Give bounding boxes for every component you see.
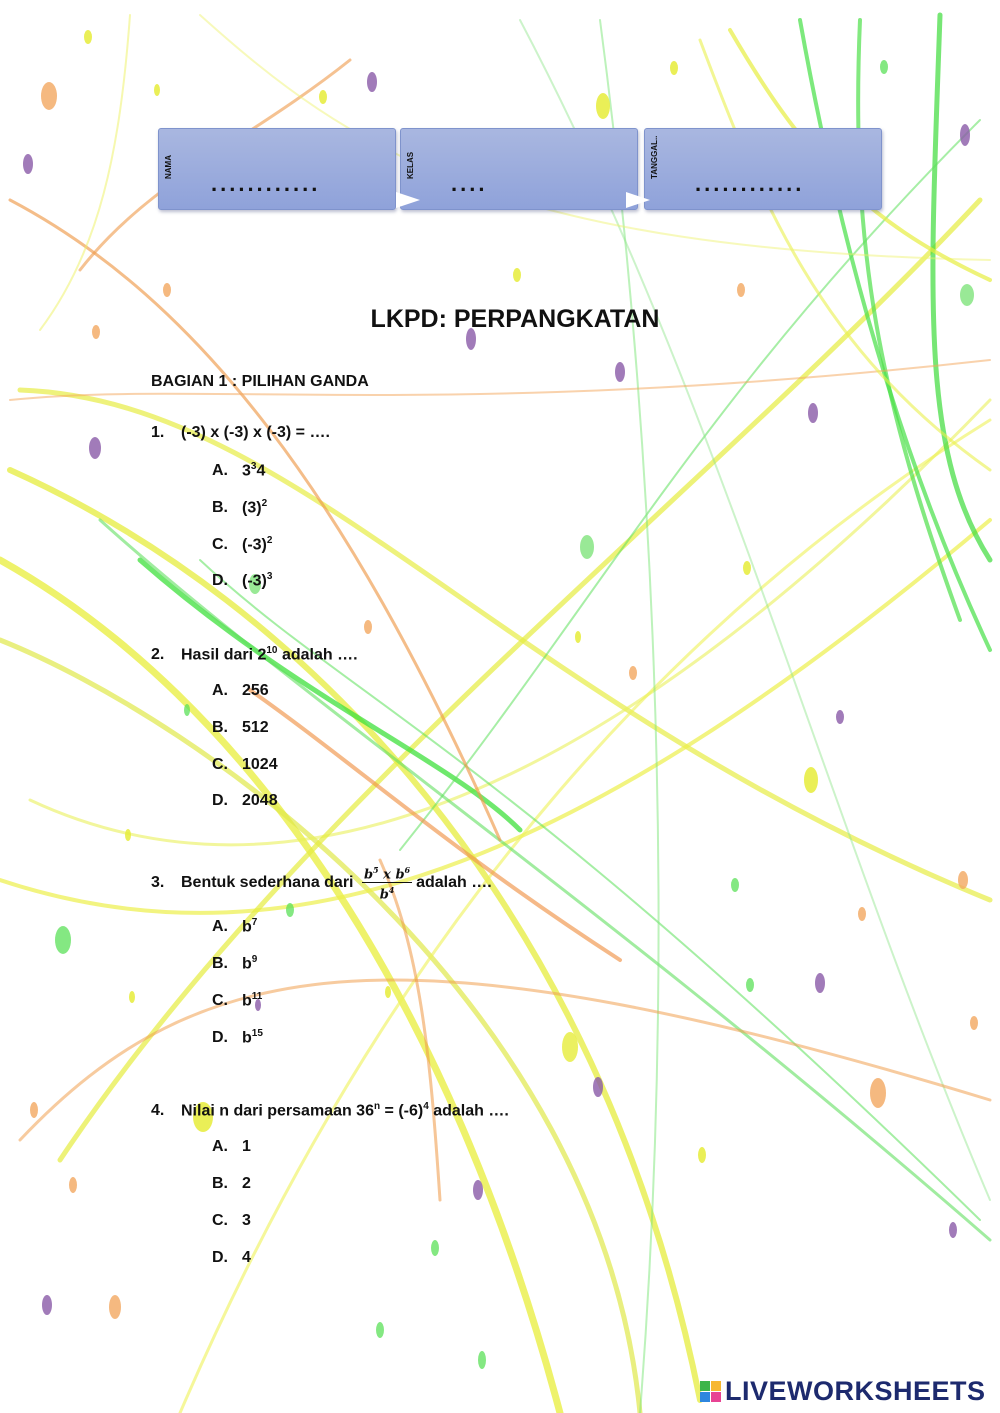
date-field-box: [644, 128, 882, 210]
question-1: [151, 424, 330, 442]
section-heading: BAGIAN 1 : PILIHAN GANDA: [151, 373, 369, 390]
bg-curve: [250, 690, 620, 960]
bg-dot: [580, 535, 594, 559]
bg-dot: [562, 1032, 578, 1062]
bg-dot: [746, 978, 754, 992]
fraction: $\frac{b^5 x b^6}{b^4}$: [363, 865, 411, 903]
bg-dot: [970, 1016, 978, 1030]
bg-curve: [40, 15, 130, 330]
option-2d[interactable]: D. 2048: [212, 792, 278, 809]
bg-dot: [593, 1077, 603, 1097]
question-number: 1.: [151, 424, 165, 441]
bg-dot: [431, 1240, 439, 1256]
bg-dot: [596, 93, 610, 119]
question-number: 4.: [151, 1102, 165, 1120]
bg-curve: [700, 40, 990, 470]
bg-curve: [10, 200, 500, 840]
option-3b[interactable]: B. $b^9$: [212, 954, 258, 973]
question-2: 2. Hasil dari $2^{10}$ adalah ….: [151, 645, 358, 664]
bg-dot: [154, 84, 160, 96]
bg-dot: [958, 871, 968, 889]
bg-dot: [870, 1078, 886, 1108]
bg-dot: [575, 631, 581, 643]
bg-dot: [615, 362, 625, 382]
name-label: NAMA: [164, 155, 173, 179]
bg-dot: [69, 1177, 77, 1193]
bg-dot: [804, 767, 818, 793]
bg-dot: [23, 154, 33, 174]
bg-curve: [30, 400, 990, 845]
bg-dot: [286, 903, 294, 917]
option-1d[interactable]: D. $(-3)^3$: [212, 571, 273, 590]
option-2c[interactable]: C. 1024: [212, 756, 278, 773]
option-3c[interactable]: C. $b^{11}$: [212, 991, 263, 1010]
bg-dot: [960, 284, 974, 306]
bg-dot: [836, 710, 844, 724]
question-3: 3. Bentuk sederhana dari $\frac{b^5 x b^6}{b^4}$ adalah ….: [151, 865, 492, 903]
bg-dot: [42, 1295, 52, 1315]
bg-dot: [125, 829, 131, 841]
bg-dot: [737, 283, 745, 297]
bg-dot: [670, 61, 678, 75]
question-4: 4. Nilai n dari persamaan $36^n = (-6)^4$ adalah ….: [151, 1101, 509, 1120]
bg-dot: [319, 90, 327, 104]
bg-dot: [30, 1102, 38, 1118]
bg-dot: [478, 1351, 486, 1369]
bg-dot: [731, 878, 739, 892]
question-number: 3.: [151, 874, 165, 892]
option-2b[interactable]: B. 512: [212, 719, 269, 736]
option-4a[interactable]: A. 1: [212, 1138, 251, 1155]
bg-dot: [880, 60, 888, 74]
bg-dot: [109, 1295, 121, 1319]
date-blank: ............: [695, 171, 805, 196]
bg-dot: [129, 991, 135, 1003]
bg-dot: [41, 82, 57, 110]
option-1a[interactable]: A. $3^34$: [212, 461, 266, 480]
bg-dot: [367, 72, 377, 92]
option-2a[interactable]: A. 256: [212, 682, 269, 699]
bg-curve: [10, 470, 700, 1400]
class-field-box: [400, 128, 638, 210]
bg-curve: [933, 15, 990, 560]
question-number: 2.: [151, 646, 165, 664]
name-field-box: [158, 128, 396, 210]
bg-curve: [180, 420, 990, 1413]
option-1b[interactable]: B. $(3)^2$: [212, 498, 268, 517]
bg-dot: [84, 30, 92, 44]
page-title: LKPD: PERPANGKATAN: [370, 305, 660, 333]
class-blank: ....: [451, 171, 488, 196]
name-blank: ............: [211, 171, 321, 196]
bg-dot: [513, 268, 521, 282]
bg-dot: [808, 403, 818, 423]
bg-dot: [163, 283, 171, 297]
bg-dot: [55, 926, 71, 954]
option-4d[interactable]: D. 4: [212, 1249, 251, 1266]
bg-dot: [858, 907, 866, 921]
bg-dot: [960, 124, 970, 146]
bg-dot: [376, 1322, 384, 1338]
liveworksheets-logo-icon: [700, 1381, 721, 1402]
bg-dot: [698, 1147, 706, 1163]
bg-dot: [364, 620, 372, 634]
class-label: KELAS: [406, 151, 415, 179]
option-3a[interactable]: A. $b^7$: [212, 917, 258, 936]
bg-dot: [949, 1222, 957, 1238]
bg-dot: [385, 986, 391, 998]
bg-dot: [743, 561, 751, 575]
bg-dot: [815, 973, 825, 993]
option-4b[interactable]: B. 2: [212, 1175, 251, 1192]
liveworksheets-brand[interactable]: [700, 1376, 986, 1407]
date-label: TANGGAL..: [650, 135, 659, 179]
bg-dot: [473, 1180, 483, 1200]
question-text: (-3) x (-3) x (-3) = ….: [181, 424, 330, 441]
option-4c[interactable]: C. 3: [212, 1212, 251, 1229]
brand-text: LIVEWORKSHEETS: [725, 1376, 986, 1406]
bg-dot: [184, 704, 190, 716]
option-1c[interactable]: C. $(-3)^2$: [212, 535, 273, 554]
option-3d[interactable]: D. $b^{15}$: [212, 1028, 263, 1047]
bg-dot: [89, 437, 101, 459]
chevron-right-icon: [396, 192, 420, 208]
bg-dot: [629, 666, 637, 680]
chevron-right-icon: [626, 192, 650, 208]
